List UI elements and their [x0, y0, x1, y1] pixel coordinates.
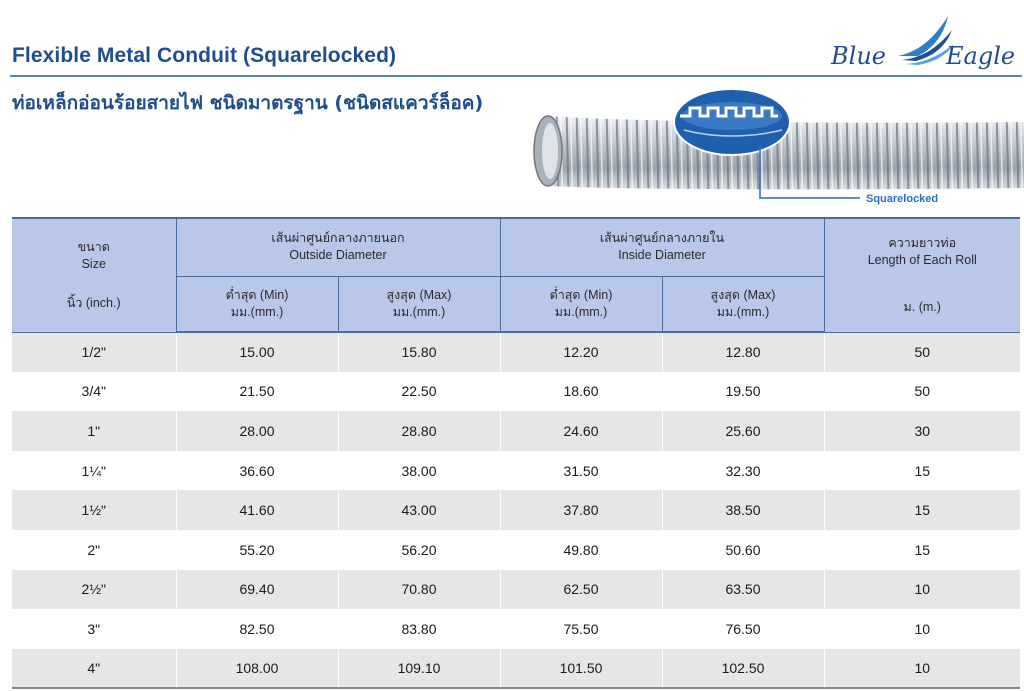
- logo-word-eagle: Eagle: [946, 42, 1016, 70]
- cell-id-min: 31.50: [500, 451, 662, 491]
- table-header-row: [12, 218, 1020, 276]
- conduit-illustration: [524, 86, 1024, 216]
- cell-length: 15: [824, 530, 1020, 570]
- cell-od-max: 56.20: [338, 530, 500, 570]
- cell-id-max: 63.50: [662, 570, 824, 610]
- cell-od-max: 109.10: [338, 649, 500, 689]
- cell-id-max: 38.50: [662, 490, 824, 530]
- table-row: [12, 649, 1020, 689]
- cell-length: 50: [824, 372, 1020, 412]
- subheader-id-max: [662, 276, 824, 332]
- table-row: [12, 332, 1020, 372]
- cell-od-max: 22.50: [338, 372, 500, 412]
- table-row: [12, 530, 1020, 570]
- cell-id-max: 50.60: [662, 530, 824, 570]
- table-row: [12, 451, 1020, 491]
- subheader-label: สูงสุด (Max): [710, 287, 776, 302]
- cell-size: 2½": [12, 570, 176, 610]
- cell-od-min: 55.20: [176, 530, 338, 570]
- header-roll-length: [824, 218, 1020, 332]
- cell-id-max: 76.50: [662, 609, 824, 649]
- cell-size: 1¼": [12, 451, 176, 491]
- header-id-thai: เส้นผ่าศูนย์กลางภายใน: [599, 231, 725, 246]
- squarelock-magnifier: [674, 89, 790, 155]
- header-length-thai: ความยาวท่อ: [888, 235, 957, 250]
- subheader-label: สูงสุด (Max): [386, 287, 452, 302]
- cell-id-min: 49.80: [500, 530, 662, 570]
- header-inside-diameter: [500, 218, 824, 276]
- cell-id-max: 102.50: [662, 649, 824, 689]
- cell-id-min: 101.50: [500, 649, 662, 689]
- subheader-unit: มม.(mm.): [230, 304, 284, 319]
- logo-word-blue: Blue: [831, 42, 886, 70]
- header-length-english: Length of Each Roll: [867, 252, 977, 267]
- conduit-spec-table: [12, 217, 1020, 689]
- subheader-od-max: [338, 276, 500, 332]
- cell-id-max: 25.60: [662, 411, 824, 451]
- cell-size: 2": [12, 530, 176, 570]
- cell-od-min: 21.50: [176, 372, 338, 412]
- callout-label-squarelocked: Squarelocked: [866, 193, 939, 205]
- cell-od-min: 15.00: [176, 332, 338, 372]
- cell-id-min: 12.20: [500, 332, 662, 372]
- cell-length: 15: [824, 451, 1020, 491]
- cell-od-max: 43.00: [338, 490, 500, 530]
- cell-length: 50: [824, 332, 1020, 372]
- cell-id-min: 62.50: [500, 570, 662, 610]
- page-title: Flexible Metal Conduit (Squarelocked): [12, 44, 397, 67]
- subheader-unit: มม.(mm.): [554, 304, 608, 319]
- cell-od-min: 41.60: [176, 490, 338, 530]
- cell-od-min: 28.00: [176, 411, 338, 451]
- cell-od-min: 36.60: [176, 451, 338, 491]
- subheader-label: ต่ำสุด (Min): [549, 287, 613, 302]
- header-size-english: Size: [81, 256, 106, 271]
- cell-id-min: 75.50: [500, 609, 662, 649]
- header-size: [12, 218, 176, 332]
- header-length-unit: ม. (m.): [903, 299, 941, 314]
- cell-od-max: 83.80: [338, 609, 500, 649]
- header-size-unit: นิ้ว (inch.): [66, 295, 121, 310]
- cell-id-max: 32.30: [662, 451, 824, 491]
- cell-length: 30: [824, 411, 1020, 451]
- header-od-english: Outside Diameter: [289, 248, 387, 263]
- cell-id-min: 18.60: [500, 372, 662, 412]
- cell-od-max: 70.80: [338, 570, 500, 610]
- cell-length: 10: [824, 649, 1020, 689]
- subheader-id-min: [500, 276, 662, 332]
- cell-od-max: 15.80: [338, 332, 500, 372]
- header-od-thai: เส้นผ่าศูนย์กลางภายนอก: [271, 231, 405, 246]
- page-subtitle-thai: ท่อเหล็กอ่อนร้อยสายไฟ ชนิดมาตรฐาน (ชนิดสแควร์ล็อค): [12, 92, 484, 114]
- cell-id-min: 24.60: [500, 411, 662, 451]
- header-size-thai: ขนาด: [77, 239, 110, 254]
- cell-size: 1½": [12, 490, 176, 530]
- cell-size: 3": [12, 609, 176, 649]
- brand-logo: [828, 12, 1024, 76]
- cell-length: 15: [824, 490, 1020, 530]
- table-row: [12, 490, 1020, 530]
- cell-length: 10: [824, 570, 1020, 610]
- cell-length: 10: [824, 609, 1020, 649]
- cell-id-max: 19.50: [662, 372, 824, 412]
- table-row: [12, 411, 1020, 451]
- cell-size: 1": [12, 411, 176, 451]
- cell-od-max: 28.80: [338, 411, 500, 451]
- subheader-od-min: [176, 276, 338, 332]
- table-row: [12, 570, 1020, 610]
- cell-size: 1/2": [12, 332, 176, 372]
- header-outside-diameter: [176, 218, 500, 276]
- cell-od-min: 82.50: [176, 609, 338, 649]
- subheader-label: ต่ำสุด (Min): [225, 287, 289, 302]
- cell-od-min: 108.00: [176, 649, 338, 689]
- cell-od-min: 69.40: [176, 570, 338, 610]
- cell-size: 3/4": [12, 372, 176, 412]
- table-row: [12, 372, 1020, 412]
- table-row: [12, 609, 1020, 649]
- cell-size: 4": [12, 649, 176, 689]
- cell-id-max: 12.80: [662, 332, 824, 372]
- cell-od-max: 38.00: [338, 451, 500, 491]
- subheader-unit: มม.(mm.): [392, 304, 446, 319]
- cell-id-min: 37.80: [500, 490, 662, 530]
- header-id-english: Inside Diameter: [618, 248, 706, 263]
- subheader-unit: มม.(mm.): [716, 304, 770, 319]
